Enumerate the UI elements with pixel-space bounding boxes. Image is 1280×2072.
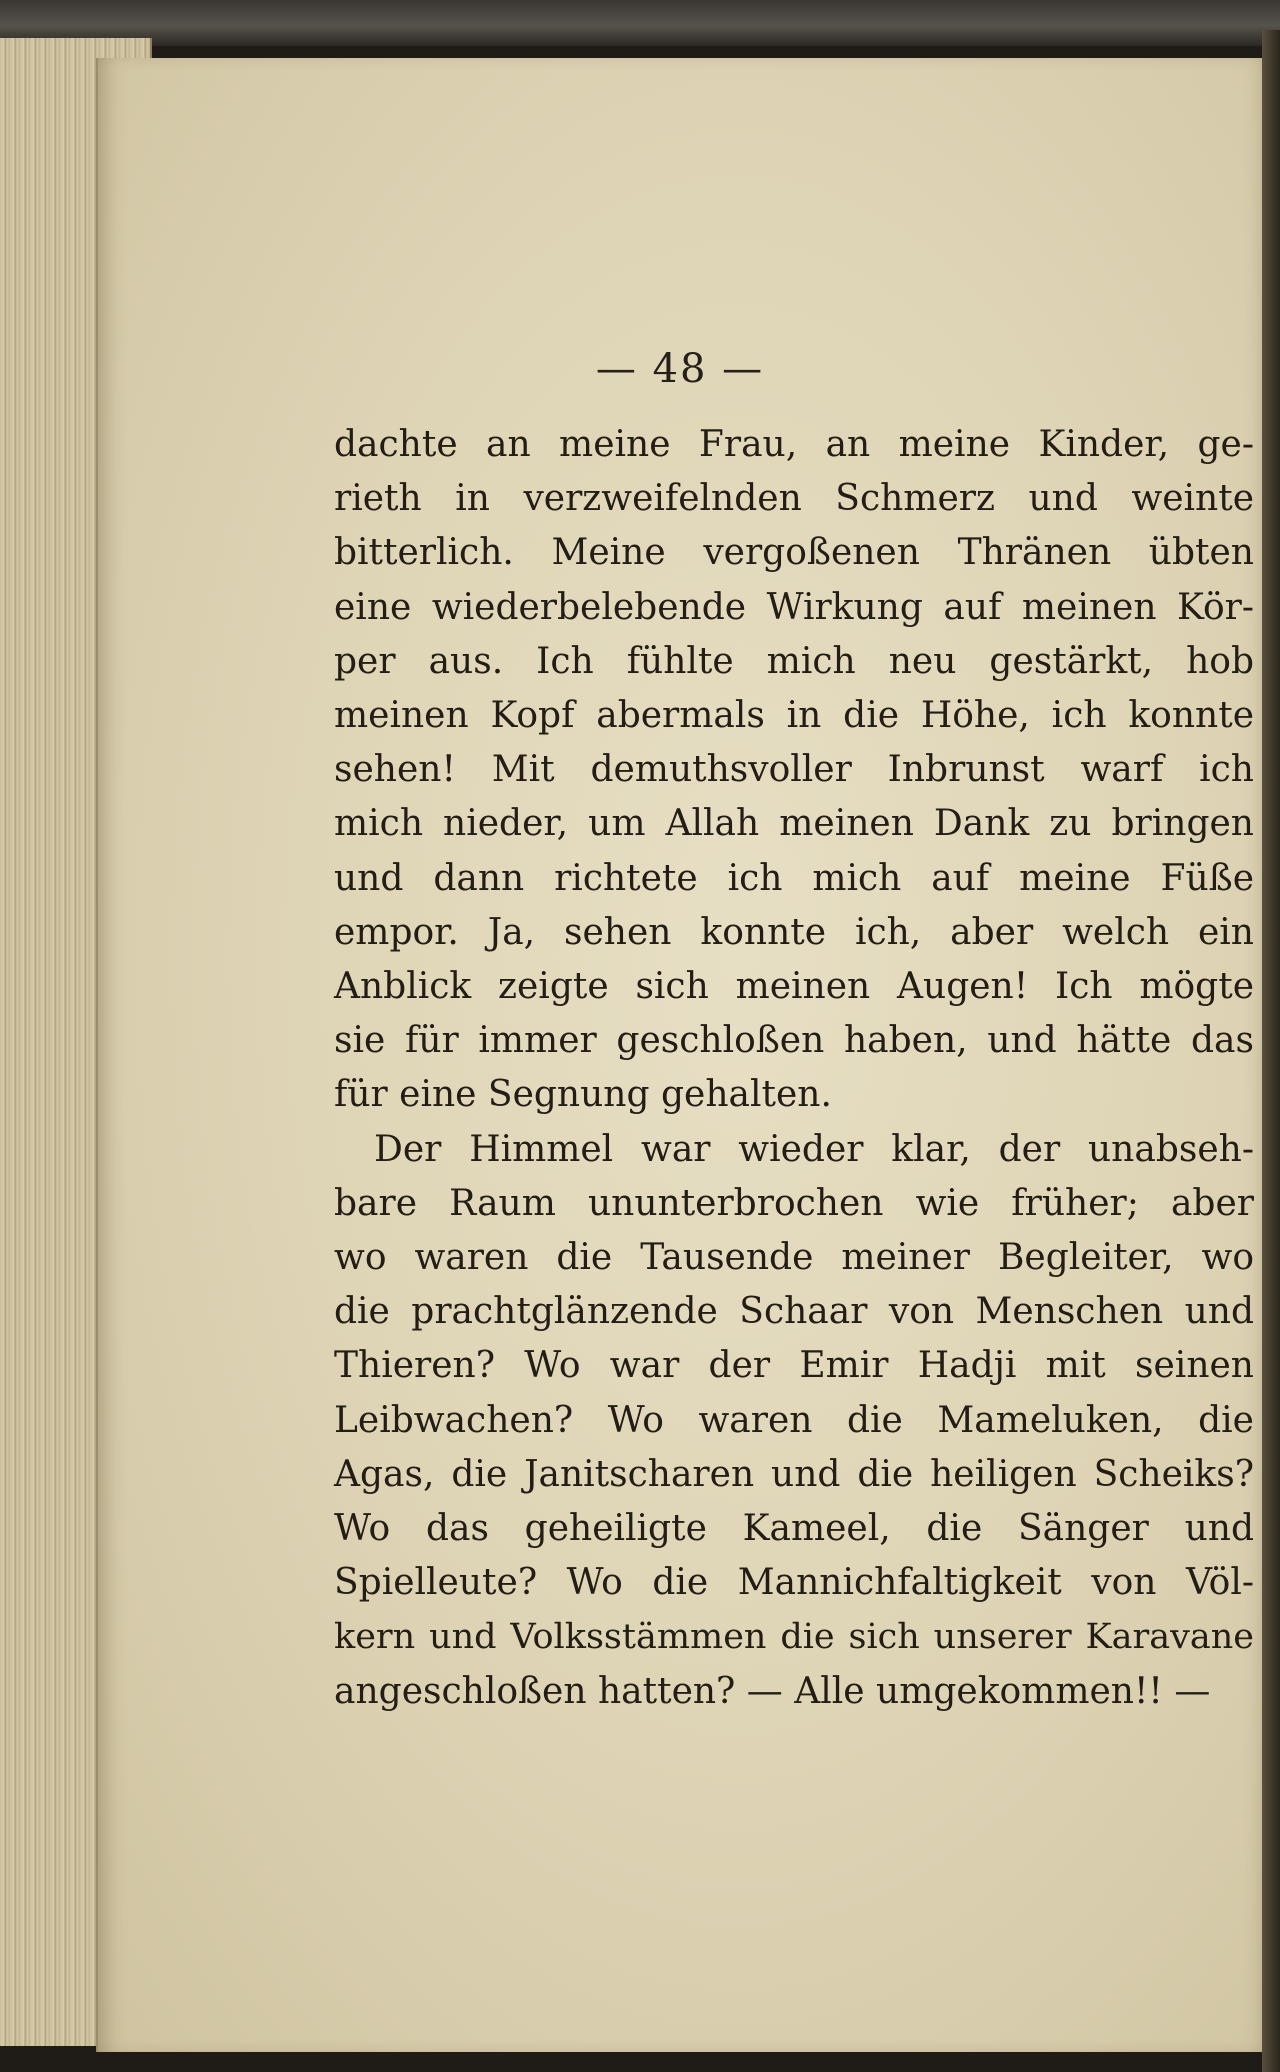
- text-line: Anblick zeigte sich meinen Augen! Ich mögte: [334, 966, 1254, 1008]
- book-cover-top-edge: [0, 0, 1280, 46]
- book-cover-right-edge: [1262, 30, 1280, 2072]
- text-line: sie für immer geschloßen haben, und hätte das: [334, 1020, 1254, 1062]
- text-line: eine wiederbelebende Wirkung auf meinen Kör-: [334, 586, 1254, 628]
- text-line: Spielleute? Wo die Mannichfaltigkeit von Völ-: [334, 1562, 1254, 1604]
- text-line: angeschloßen hatten? — Alle umgekommen!! —: [334, 1670, 1211, 1712]
- text-line: bitterlich. Meine vergoßenen Thränen übten: [334, 532, 1254, 574]
- text-line: empor. Ja, sehen konnte ich, aber welch ein: [334, 911, 1254, 953]
- paragraph-2: [334, 1123, 1254, 1719]
- text-line: Thieren? Wo war der Emir Hadji mit seinen: [334, 1345, 1254, 1387]
- page-number: — 48 —: [595, 346, 765, 392]
- text-line: Agas, die Janitscharen und die heiligen Scheiks?: [334, 1453, 1254, 1495]
- text-line: kern und Volksstämmen die sich unserer Karavane: [334, 1617, 1254, 1658]
- text-line: dachte an meine Frau, an meine Kinder, ge-: [334, 424, 1254, 465]
- text-line: die prachtglänzende Schaar von Menschen und: [334, 1291, 1254, 1333]
- text-line: meinen Kopf abermals in die Höhe, ich konnte: [334, 695, 1254, 737]
- text-line: rieth in verzweifelnden Schmerz und weinte: [334, 478, 1254, 520]
- text-line: Wo das geheiligte Kameel, die Sänger und: [334, 1508, 1254, 1550]
- paragraph-1: [334, 418, 1254, 1123]
- page-body-text: [334, 418, 1254, 1719]
- text-line: per aus. Ich fühlte mich neu gestärkt, hob: [334, 640, 1254, 682]
- text-line: und dann richtete ich mich auf meine Füße: [334, 857, 1254, 899]
- text-line: Der Himmel war wieder klar, der unabseh-: [374, 1128, 1254, 1170]
- text-line: bare Raum ununterbrochen wie früher; aber: [334, 1182, 1254, 1224]
- text-line: wo waren die Tausende meiner Begleiter, wo: [334, 1237, 1254, 1279]
- text-line: sehen! Mit demuthsvoller Inbrunst warf ich: [334, 749, 1254, 791]
- text-line: mich nieder, um Allah meinen Dank zu bringen: [334, 803, 1254, 845]
- text-line: für eine Segnung gehalten.: [334, 1074, 832, 1116]
- text-line: Leibwachen? Wo waren die Mameluken, die: [334, 1399, 1254, 1441]
- book-page: [96, 58, 1262, 2052]
